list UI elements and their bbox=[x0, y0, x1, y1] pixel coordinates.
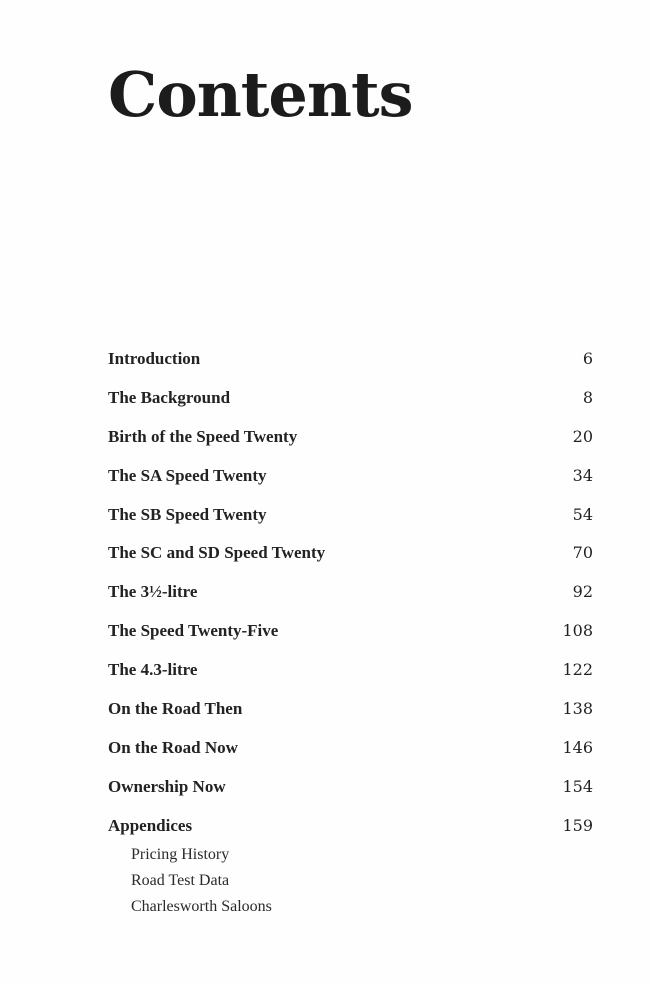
toc-entry-page: 6 bbox=[582, 349, 593, 368]
toc-entry-label: The 4.3-litre bbox=[108, 660, 198, 680]
toc-entry-sa-speed-twenty[interactable] bbox=[108, 466, 593, 505]
toc-entry-page: 138 bbox=[562, 699, 593, 719]
appendix-item-road-test-data[interactable]: Road Test Data bbox=[131, 871, 230, 889]
toc-entry-ownership-now[interactable] bbox=[108, 777, 593, 816]
toc-entry-page: 34 bbox=[572, 465, 593, 485]
toc-entry-label: Birth of the Speed Twenty bbox=[108, 426, 298, 446]
toc-entry-label: Introduction bbox=[108, 349, 201, 368]
toc-entry-label: On the Road Now bbox=[108, 737, 238, 757]
toc-entry-three-half-litre[interactable] bbox=[108, 582, 593, 621]
toc-entry-introduction[interactable] bbox=[108, 349, 593, 388]
appendix-item-charlesworth-saloons[interactable]: Charlesworth Saloons bbox=[131, 897, 272, 915]
toc-entry-page: 159 bbox=[562, 815, 593, 835]
toc-entry-page: 8 bbox=[582, 387, 593, 407]
toc-entry-page: 70 bbox=[572, 543, 593, 563]
toc-entry-page: 54 bbox=[572, 504, 593, 524]
toc-entry-page: 108 bbox=[562, 621, 593, 641]
toc-entry-sc-sd-speed-twenty[interactable] bbox=[108, 543, 593, 582]
appendix-list bbox=[131, 846, 272, 923]
toc-entry-on-the-road-now[interactable] bbox=[108, 738, 593, 777]
toc-entry-page: 154 bbox=[562, 776, 593, 796]
toc-entry-label: The 3½-litre bbox=[108, 582, 198, 602]
toc-entry-label: The SA Speed Twenty bbox=[108, 465, 267, 485]
toc-entry-background[interactable] bbox=[108, 388, 593, 427]
toc-entry-on-the-road-then[interactable] bbox=[108, 699, 593, 738]
toc-entry-label: The SC and SD Speed Twenty bbox=[108, 543, 326, 563]
toc-entry-label: On the Road Then bbox=[108, 699, 243, 719]
toc-entry-label: Ownership Now bbox=[108, 776, 226, 796]
toc-entry-page: 146 bbox=[562, 737, 593, 757]
toc-entry-page: 122 bbox=[562, 660, 593, 680]
toc-entry-speed-twenty-five[interactable] bbox=[108, 621, 593, 660]
appendix-item-pricing-history[interactable]: Pricing History bbox=[131, 846, 230, 863]
toc-entry-sb-speed-twenty[interactable] bbox=[108, 505, 593, 544]
toc-entry-four-three-litre[interactable] bbox=[108, 660, 593, 699]
toc-entry-label: The SB Speed Twenty bbox=[108, 504, 267, 524]
toc-entry-label: Appendices bbox=[108, 815, 193, 835]
toc-entry-page: 92 bbox=[572, 582, 593, 602]
toc-entry-page: 20 bbox=[572, 426, 593, 446]
page-title: Contents bbox=[108, 58, 413, 131]
toc-entry-label: The Background bbox=[108, 387, 231, 407]
toc-entry-birth-speed-twenty[interactable] bbox=[108, 427, 593, 466]
toc-entry-label: The Speed Twenty-Five bbox=[108, 621, 279, 641]
table-of-contents bbox=[108, 349, 593, 855]
